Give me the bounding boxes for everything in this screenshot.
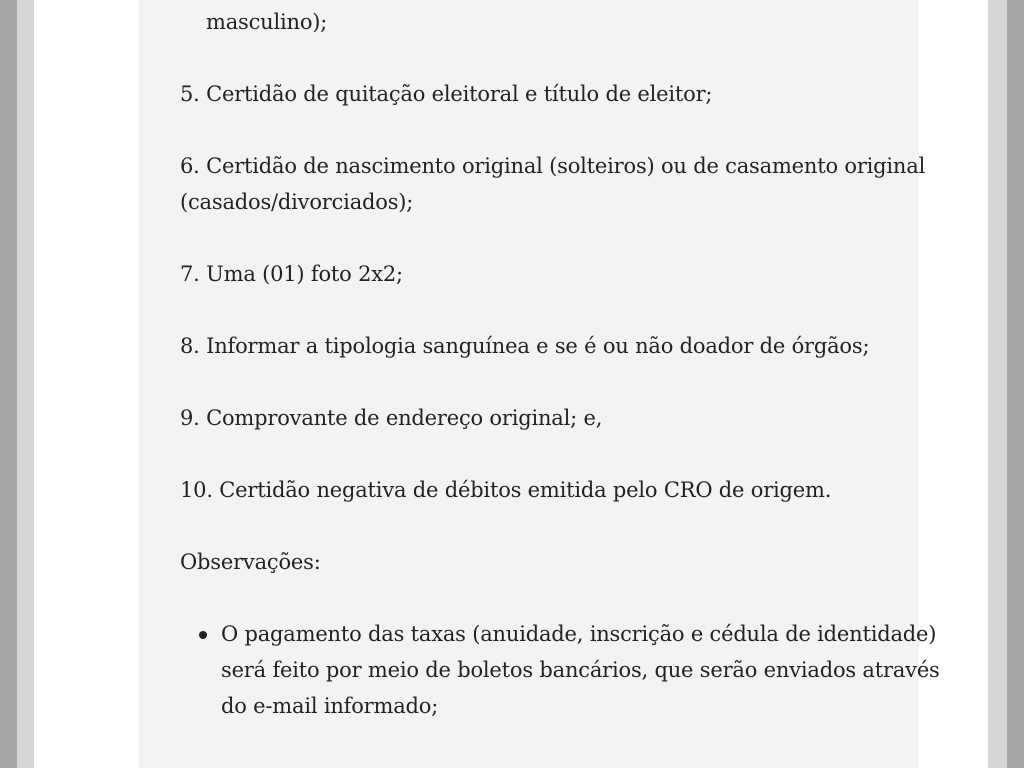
list-item-10: 10. Certidão negativa de débitos emitida pelo CRO de origem. — [180, 478, 832, 502]
observations-heading: Observações: — [180, 550, 321, 574]
observation-item-line3: do e-mail informado; — [221, 694, 439, 718]
list-item-7: 7. Uma (01) foto 2x2; — [180, 262, 403, 286]
bullet-icon — [199, 631, 207, 639]
list-item-6-line1: 6. Certidão de nascimento original (solteiros) ou de casamento original — [180, 154, 926, 178]
list-item-9: 9. Comprovante de endereço original; e, — [180, 406, 603, 430]
observation-item-line2: será feito por meio de boletos bancários, que serão enviados através — [221, 658, 940, 682]
list-item-8: 8. Informar a tipologia sanguínea e se é ou não doador de órgãos; — [180, 334, 870, 358]
list-item-5: 5. Certidão de quitação eleitoral e título de eleitor; — [180, 82, 713, 106]
observation-item-line1: O pagamento das taxas (anuidade, inscrição e cédula de identidade) — [221, 622, 937, 646]
content-panel — [139, 0, 919, 768]
list-item-continuation: masculino); — [206, 10, 328, 34]
list-item-6-line2: (casados/divorciados); — [180, 190, 414, 214]
